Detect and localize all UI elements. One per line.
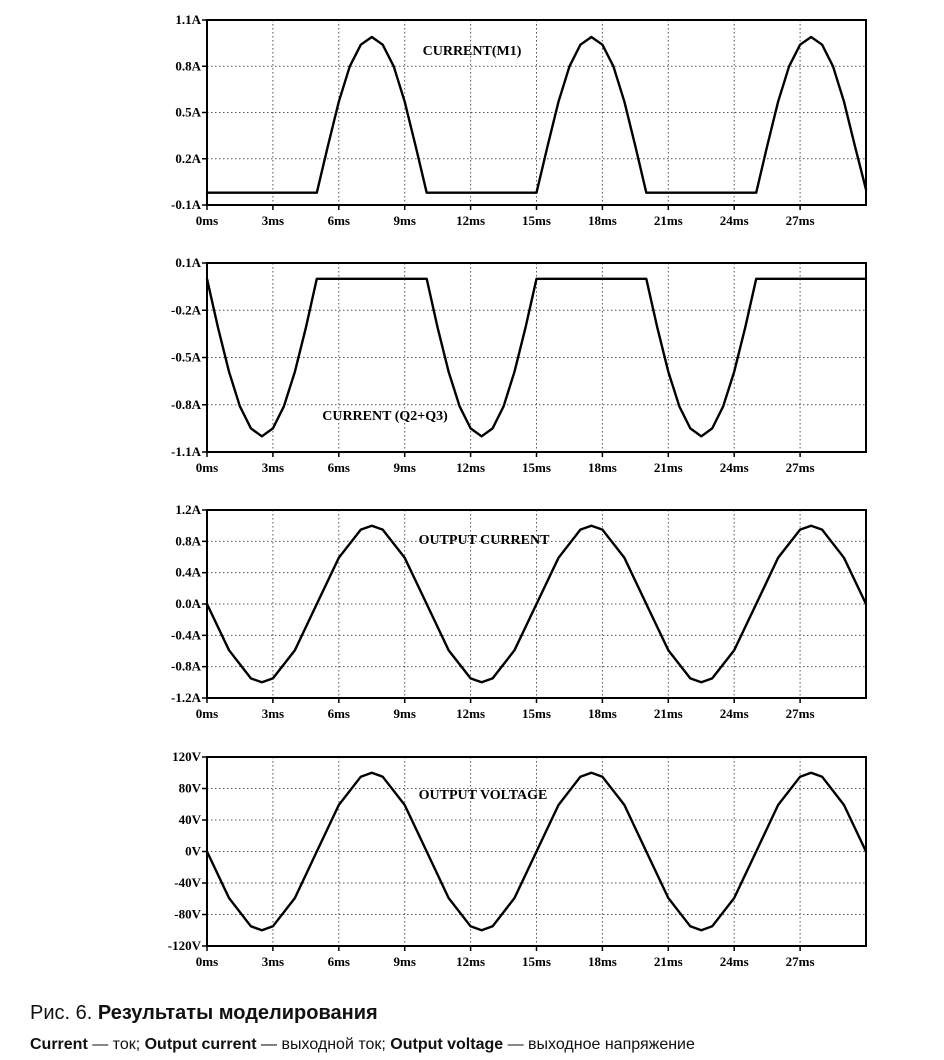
y-tick-label: 0V (185, 843, 201, 859)
chart-panel-1 (171, 12, 866, 228)
x-tick-label: 12ms (456, 460, 486, 475)
x-tick-label: 6ms (327, 460, 350, 475)
x-tick-label: 0ms (195, 954, 219, 969)
x-tick-label: 6ms (327, 954, 350, 969)
caption-title: Результаты моделирования (97, 1002, 378, 1024)
caption-fig-number: Рис. 6. (30, 1002, 98, 1024)
y-tick-label: 80V (178, 780, 201, 796)
chart-panel-4 (168, 749, 866, 969)
y-tick-label: -0.8A (171, 396, 201, 412)
caption-term-output-voltage: Output voltage (390, 1036, 504, 1053)
y-tick-label: 0.4A (175, 564, 201, 580)
y-tick-label: -120V (167, 938, 201, 953)
x-tick-label: 18ms (587, 954, 617, 969)
y-tick-label: 0.1A (175, 255, 201, 270)
chart-title: CURRENT(M1) (422, 44, 522, 59)
chart-title: CURRENT (Q2+Q3) (322, 409, 448, 424)
x-tick-label: 6ms (327, 213, 350, 228)
x-tick-label: 12ms (456, 706, 486, 721)
x-tick-label: 3ms (261, 706, 285, 721)
figure-caption (30, 1000, 930, 1056)
caption-title-line (30, 1000, 930, 1026)
x-tick-label: 21ms (653, 706, 683, 721)
x-tick-label: 21ms (653, 213, 683, 228)
x-tick-label: 9ms (393, 954, 416, 969)
x-tick-label: 15ms (522, 954, 551, 969)
x-tick-label: 27ms (785, 954, 815, 969)
x-tick-label: 24ms (719, 460, 749, 475)
y-tick-label: -0.5A (171, 349, 201, 365)
x-tick-label: 3ms (261, 460, 285, 475)
y-tick-label: 1.2A (175, 502, 201, 517)
x-tick-label: 15ms (522, 706, 551, 721)
y-tick-label: -0.4A (171, 627, 201, 643)
x-tick-label: 12ms (456, 213, 486, 228)
y-tick-label: 0.5A (175, 104, 201, 120)
y-tick-label: 0.8A (175, 533, 201, 549)
y-tick-label: 120V (172, 749, 201, 764)
y-tick-label: -40V (174, 875, 201, 890)
x-tick-label: 0ms (195, 706, 219, 721)
x-tick-label: 6ms (327, 706, 350, 721)
caption-legend (30, 1034, 930, 1056)
y-tick-label: -0.2A (171, 302, 201, 318)
y-tick-label: 0.0A (175, 596, 201, 611)
x-tick-label: 27ms (785, 460, 815, 475)
caption-desc-output-current: — выходной ток; (256, 1036, 391, 1053)
x-tick-label: 3ms (261, 213, 285, 228)
y-tick-label: 1.1A (175, 12, 201, 27)
x-tick-label: 3ms (261, 954, 285, 969)
y-tick-label: -1.2A (171, 690, 201, 705)
x-tick-label: 9ms (393, 460, 416, 475)
caption-desc-current: — ток; (87, 1036, 145, 1053)
y-tick-label: -0.8A (171, 658, 201, 674)
y-tick-label: -80V (174, 906, 201, 922)
y-tick-label: 40V (178, 812, 201, 827)
x-tick-label: 27ms (785, 213, 815, 228)
x-tick-label: 24ms (719, 213, 749, 228)
chart-panel-2 (171, 255, 866, 475)
x-tick-label: 18ms (587, 460, 617, 475)
x-tick-label: 18ms (587, 213, 617, 228)
x-tick-label: 24ms (719, 706, 749, 721)
caption-desc-output-voltage: — выходное напряжение (503, 1036, 695, 1053)
x-tick-label: 21ms (653, 954, 683, 969)
y-tick-label: 0.2A (175, 150, 201, 166)
x-tick-label: 0ms (195, 213, 219, 228)
y-tick-label: 0.8A (175, 58, 201, 74)
x-tick-label: 0ms (195, 460, 219, 475)
x-tick-label: 9ms (393, 706, 416, 721)
x-tick-label: 24ms (719, 954, 749, 969)
y-tick-label: -0.1A (171, 197, 201, 212)
x-tick-label: 21ms (653, 460, 683, 475)
caption-term-current: Current (30, 1036, 88, 1053)
y-tick-label: -1.1A (171, 444, 201, 459)
x-tick-label: 15ms (522, 460, 551, 475)
x-tick-label: 18ms (587, 706, 617, 721)
x-tick-label: 9ms (393, 213, 416, 228)
x-tick-label: 27ms (785, 706, 815, 721)
chart-title: OUTPUT CURRENT (418, 533, 550, 548)
caption-term-output-current: Output current (144, 1036, 257, 1053)
chart-title: OUTPUT VOLTAGE (418, 788, 548, 803)
x-tick-label: 15ms (522, 213, 551, 228)
x-tick-label: 12ms (456, 954, 486, 969)
chart-panel-3 (171, 502, 866, 721)
